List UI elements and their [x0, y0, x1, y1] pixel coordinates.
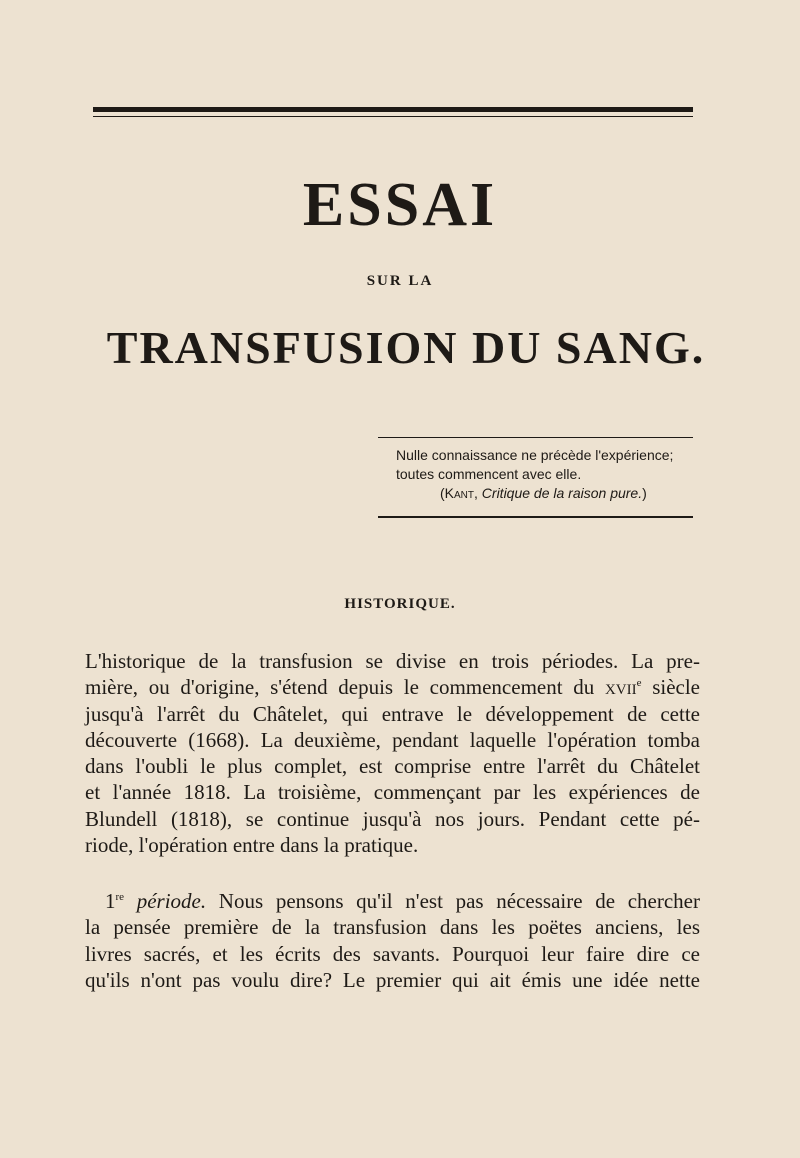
paragraph-1-line-text: mière, ou d'origine, s'étend depuis le commencement du [85, 675, 605, 700]
paragraph-1-line: Blundell (1818), se continue jusqu'à nos jours. Pendant cette pé- [85, 806, 700, 831]
paragraph-1-line: dans l'oubli le plus complet, est comprise entre l'arrêt du Châtelet [85, 754, 700, 779]
paragraph-1-line: et l'année 1818. La troisième, commençant par les expériences de [85, 780, 700, 805]
paragraph-1-line: découverte (1668). La deuxième, pendant laquelle l'opération tomba [85, 727, 700, 752]
main-title: TRANSFUSION DU SANG. [106, 322, 706, 373]
paragraph-1-line: jusqu'à l'arrêt du Châtelet, qui entrave le développement de cette [85, 701, 700, 726]
paragraph-1 [85, 648, 700, 858]
period-superscript: re [115, 891, 125, 903]
paragraph-2-line [85, 888, 700, 914]
epigraph-line-2: toutes commencent avec elle. [396, 466, 582, 482]
paragraph-1-line: riode, l'opération entre dans la pratique. [85, 833, 419, 858]
paragraph-1-line: L'historique de la transfusion se divise en trois périodes. La pre- [85, 649, 700, 673]
epigraph-citation [396, 484, 696, 503]
period-number: 1 [105, 889, 116, 913]
century-numeral: xvii [604, 675, 637, 700]
subtitle: SUR LA [366, 273, 434, 289]
citation-author: Kant [444, 485, 475, 501]
top-double-rule [93, 107, 693, 117]
paragraph-2 [85, 888, 700, 993]
section-heading: HISTORIQUE. [344, 596, 456, 612]
period-label: période. [124, 889, 207, 913]
citation-open-paren: ( [440, 485, 445, 501]
century-superscript: e [636, 677, 642, 690]
citation-separator: , [474, 485, 482, 501]
epigraph-bottom-rule [378, 516, 693, 518]
paragraph-2-line-text: Nous pensons qu'il n'est pas nécessaire de chercher [206, 889, 700, 913]
page-title: ESSAI [302, 171, 498, 239]
paragraph-2-line: livres sacrés, et les écrits des savants. Pourquoi leur faire dire ce [85, 941, 700, 966]
paragraph-2-line: qu'ils n'ont pas voulu dire? Le premier qui ait émis une idée nette [85, 967, 700, 992]
citation-work: Critique de la raison pure. [481, 485, 643, 501]
citation-close-paren: ) [642, 485, 647, 501]
epigraph-top-rule [378, 437, 693, 438]
epigraph-line-1: Nulle connaissance ne précède l'expérience; [396, 447, 674, 463]
paragraph-2-line: la pensée première de la transfusion dans les poëtes anciens, les [85, 915, 700, 940]
epigraph [396, 446, 696, 503]
paragraph-1-line [85, 674, 700, 700]
century-word: siècle [641, 675, 700, 700]
